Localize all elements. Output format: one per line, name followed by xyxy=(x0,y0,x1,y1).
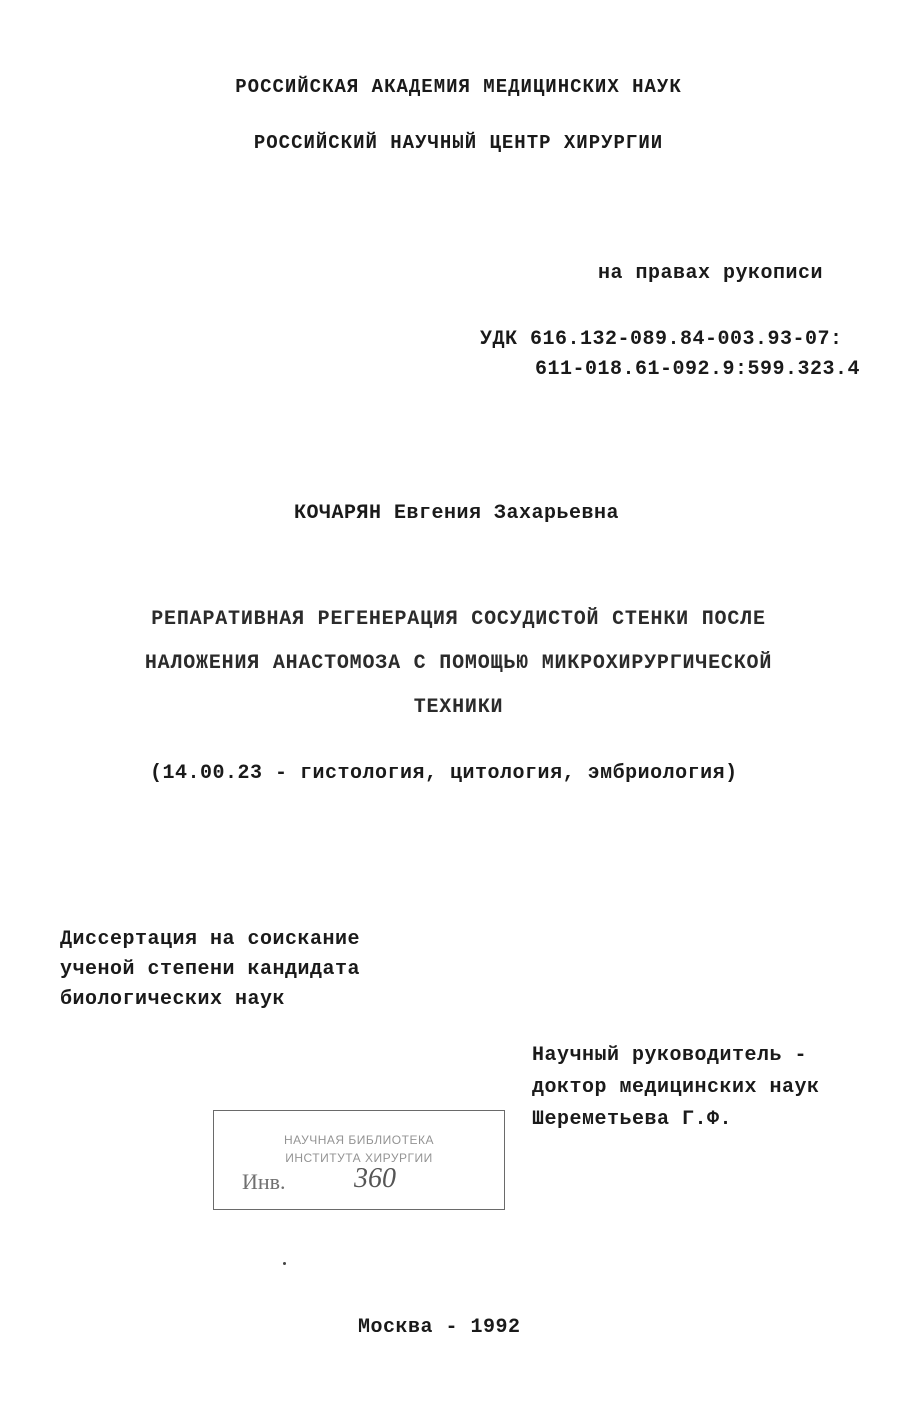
udk-line-1: УДК 616.132-089.84-003.93-07: xyxy=(480,328,843,351)
library-stamp xyxy=(213,1110,505,1210)
title-line-1: РЕПАРАТИВНАЯ РЕГЕНЕРАЦИЯ СОСУДИСТОЙ СТЕНКИ ПОСЛЕ xyxy=(151,608,766,631)
supervisor-line-3: Шереметьева Г.Ф. xyxy=(532,1108,733,1131)
stamp-line-2: ИНСТИТУТА ХИРУРГИИ xyxy=(285,1151,433,1165)
center-heading: РОССИЙСКИЙ НАУЧНЫЙ ЦЕНТР ХИРУРГИИ xyxy=(253,132,664,154)
supervisor-line-1: Научный руководитель - xyxy=(532,1044,808,1067)
stamp-inventory-label: Инв. xyxy=(242,1169,286,1194)
udk-line-2: 611-018.61-092.9:599.323.4 xyxy=(535,358,861,381)
specialty-code: (14.00.23 - гистология, цитология, эмбриология) xyxy=(150,762,738,785)
rights-note: на правах рукописи xyxy=(598,262,824,285)
city-year: Москва - 1992 xyxy=(358,1316,521,1339)
title-line-3: ТЕХНИКИ xyxy=(413,696,504,719)
supervisor-line-2: доктор медицинских наук xyxy=(532,1076,820,1099)
author-name: КОЧАРЯН Евгения Захарьевна xyxy=(294,502,620,525)
stamp-line-1: НАУЧНАЯ БИБЛИОТЕКА xyxy=(284,1133,434,1147)
title-line-2: НАЛОЖЕНИЯ АНАСТОМОЗА С ПОМОЩЬЮ МИКРОХИРУРГИЧЕСКОЙ xyxy=(144,652,773,675)
dissertation-line-3: биологических наук xyxy=(60,988,286,1011)
paper-speck xyxy=(283,1262,286,1265)
stamp-inventory-number: 360 xyxy=(354,1163,396,1194)
dissertation-line-2: ученой степени кандидата xyxy=(60,958,361,981)
dissertation-line-1: Диссертация на соискание xyxy=(60,928,361,951)
academy-heading: РОССИЙСКАЯ АКАДЕМИЯ МЕДИЦИНСКИХ НАУК xyxy=(235,76,682,98)
